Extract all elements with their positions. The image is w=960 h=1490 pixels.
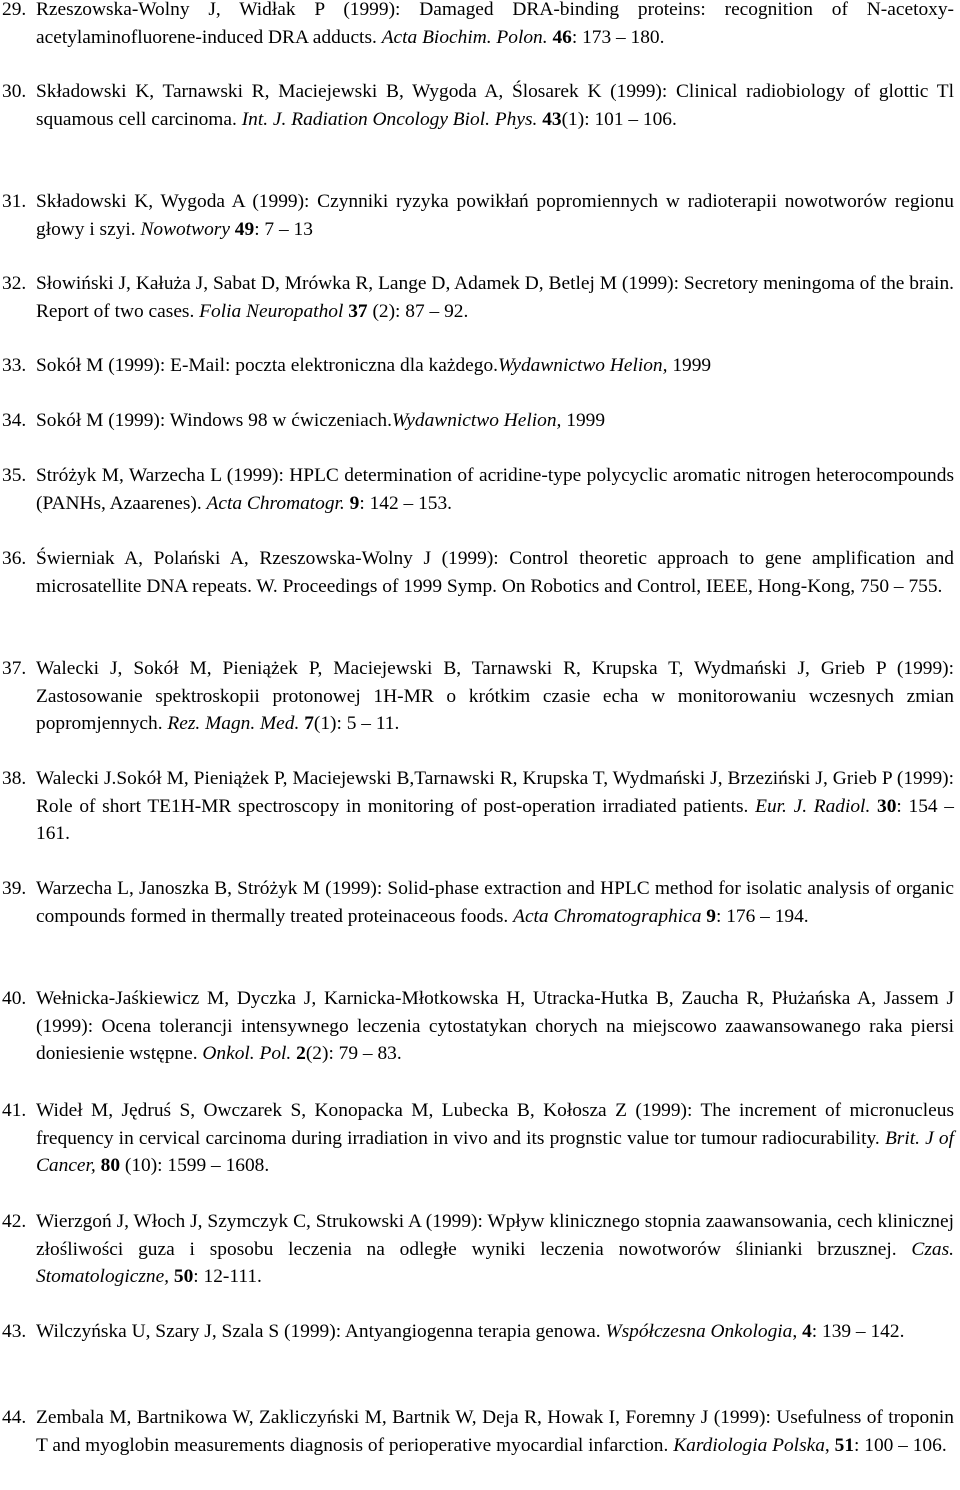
citation-text: : 154 – 161. bbox=[36, 795, 954, 844]
journal-title: Nowotwory bbox=[140, 218, 230, 240]
reference-text bbox=[36, 81, 954, 130]
volume-number: 49 bbox=[234, 218, 255, 240]
citation-text: Walecki J, Sokół M, Pieniążek P, Maciejewski B, Tarnawski R, Krupska T, Wydmański J, Grieb P (1999): Zastosowanie spektroskopii protonowej 1H-MR o krótkim czasie echa w monitorowaniu wczesnych zmian popromjennych. bbox=[36, 658, 954, 734]
reference-number: 35. bbox=[2, 465, 27, 486]
citation-text: Sokół M (1999): Windows 98 w ćwiczeniach. bbox=[36, 410, 392, 431]
volume-number: 80 bbox=[100, 1155, 121, 1176]
reference-number: 37. bbox=[2, 658, 27, 679]
reference-number: 40. bbox=[2, 988, 27, 1009]
citation-text: : 142 – 153. bbox=[359, 492, 453, 514]
reference-text bbox=[36, 1211, 954, 1287]
reference-item bbox=[0, 1404, 960, 1459]
citation-text: : 139 – 142. bbox=[811, 1321, 905, 1342]
citation-text: Wierzgoń J, Włoch J, Szymczyk C, Strukowski A (1999): Wpływ klinicznego stopnia zaawansowania, cech klinicznej złośliwości guza i sposobu leczenia na odległe wyniki leczenia nowotworów ślinianki brzusznej. bbox=[36, 1211, 954, 1260]
volume-number: 7 bbox=[304, 713, 314, 734]
volume-number: 46 bbox=[552, 26, 572, 48]
reference-item bbox=[0, 985, 960, 1068]
journal-title: Współczesna Onkologia bbox=[605, 1321, 793, 1342]
citation-text: Wełnicka-Jaśkiewicz M, Dyczka J, Karnicka-Młotkowska H, Utracka-Hutka B, Zaucha R, Płużańska A, Jassem J (1999): Ocena tolerancji intensywnego leczenia cytostatykan chorych na miejscowo zaawansowanego raka piersi doniesienie wstępne. bbox=[36, 988, 954, 1064]
journal-title: Eur. J. Radiol. bbox=[755, 795, 871, 817]
reference-item bbox=[0, 1318, 960, 1346]
journal-title: Czas. Stomatologiczne, bbox=[36, 1238, 954, 1287]
reference-item bbox=[0, 0, 960, 51]
journal-title: Acta Biochim. Polon. bbox=[381, 26, 548, 48]
reference-number: 39. bbox=[2, 878, 27, 899]
reference-number: 42. bbox=[2, 1211, 27, 1232]
citation-text: Składowski K, Wygoda A (1999): Czynniki ryzyka powikłań popromiennych w radioterapii nowotworów regionu głowy i szyi. bbox=[36, 191, 954, 240]
reference-text bbox=[36, 0, 954, 48]
volume-number: 2 bbox=[296, 1043, 306, 1064]
citation-text: Wideł M, Jędruś S, Owczarek S, Konopacka M, Lubecka B, Kołosza Z (1999): The increment of micronucleus frequency in cervical carcinoma during irradiation in vivo and its prognstic value tor tumour radiocurability. bbox=[36, 1100, 954, 1149]
reference-item bbox=[0, 545, 960, 600]
citation-text: (1): 5 – 11. bbox=[313, 713, 400, 734]
reference-text bbox=[36, 768, 954, 844]
reference-text bbox=[36, 1407, 954, 1456]
volume-number: 9 bbox=[349, 492, 360, 514]
citation-text: Zembala M, Bartnikowa W, Zakliczyński M, Bartnik W, Deja R, Howak I, Foremny J (1999): Usefulness of troponin T and myoglobin measurements diagnosis of perioperative myocardial infarction. bbox=[36, 1407, 954, 1456]
reference-item bbox=[0, 462, 960, 517]
reference-text bbox=[36, 355, 711, 376]
citation-text: , bbox=[824, 1434, 835, 1456]
reference-number: 38. bbox=[2, 768, 27, 789]
volume-number: 43 bbox=[542, 108, 562, 130]
citation-text: 1999 bbox=[667, 355, 712, 376]
reference-item bbox=[0, 78, 960, 133]
reference-number: 44. bbox=[2, 1407, 27, 1428]
reference-item bbox=[0, 270, 960, 325]
citation-text: (10): 1599 – 1608. bbox=[120, 1155, 270, 1176]
citation-text: Świerniak A, Polański A, Rzeszowska-Wolny J (1999): Control theoretic approach to gene amplification and microsatellite DNA repeats. W. Proceedings of 1999 Symp. On Robotics and Control, IEEE, Hong-Kong, 750 – 755. bbox=[36, 548, 954, 597]
volume-number: 4 bbox=[802, 1321, 812, 1342]
volume-number: 37 bbox=[348, 300, 368, 322]
citation-text bbox=[870, 796, 877, 817]
citation-text: Walecki J.Sokół M, Pieniążek P, Maciejewski B,Tarnawski R, Krupska T, Wydmański J, Brzeziński J, Grieb P (1999): Role of short TE1H-MR spectroscopy in monitoring of post-operation irradiated patients. bbox=[36, 768, 954, 817]
citation-text: Wilczyńska U, Szary J, Szala S (1999): Antyangiogenna terapia genowa. bbox=[36, 1321, 606, 1342]
reference-number: 34. bbox=[2, 410, 27, 431]
citation-text: : 100 – 106. bbox=[854, 1434, 947, 1456]
reference-item bbox=[0, 352, 960, 380]
journal-title: Brit. J of Cancer, bbox=[36, 1127, 954, 1176]
volume-number: 9 bbox=[706, 905, 716, 927]
volume-number: 30 bbox=[877, 795, 897, 817]
reference-text bbox=[36, 1321, 904, 1342]
reference-number: 41. bbox=[2, 1100, 27, 1121]
journal-title: Folia Neuropathol bbox=[199, 300, 344, 322]
reference-item bbox=[0, 407, 960, 435]
reference-number: 32. bbox=[2, 273, 27, 294]
citation-text: : 12-111. bbox=[193, 1266, 262, 1287]
journal-title: Rez. Magn. Med. bbox=[167, 713, 300, 734]
volume-number: 51 bbox=[834, 1434, 855, 1456]
reference-item bbox=[0, 655, 960, 738]
reference-item bbox=[0, 765, 960, 848]
journal-title: Wydawnictwo Helion, bbox=[498, 355, 668, 376]
citation-text: Słowiński J, Kałuża J, Sabat D, Mrówka R, Lange D, Adamek D, Betlej M (1999): Secretory meningoma of the brain. Report of two cases. bbox=[36, 273, 954, 322]
reference-number: 31. bbox=[2, 191, 27, 212]
citation-text: (1): 101 – 106. bbox=[561, 108, 677, 130]
reference-item bbox=[0, 875, 960, 930]
citation-text: : 176 – 194. bbox=[716, 905, 809, 927]
reference-text bbox=[36, 658, 954, 734]
citation-text: Warzecha L, Janoszka B, Stróżyk M (1999): Solid-phase extraction and HPLC method for isolatic analysis of organic compounds formed in thermally treated proteinaceous foods. bbox=[36, 878, 954, 927]
reference-number: 33. bbox=[2, 355, 27, 376]
citation-text: Stróżyk M, Warzecha L (1999): HPLC determination of acridine-type polycyclic aromatic nitrogen heterocompounds (PANHs, Azaarenes). bbox=[36, 465, 954, 514]
citation-text: Rzeszowska-Wolny J, Widłak P (1999): Damaged DRA-binding proteins: recognition of N-acetoxy-acetylaminofluorene-induced DRA adducts. bbox=[36, 0, 954, 48]
reference-text bbox=[36, 191, 954, 240]
citation-text: : 7 – 13 bbox=[254, 218, 313, 240]
citation-text: (2): 79 – 83. bbox=[305, 1043, 402, 1064]
reference-item bbox=[0, 1097, 960, 1180]
reference-number: 36. bbox=[2, 548, 27, 569]
journal-title: Onkol. Pol. bbox=[202, 1043, 292, 1064]
reference-text bbox=[36, 410, 605, 431]
journal-title: Acta Chromatogr. bbox=[206, 492, 345, 514]
journal-title: Int. J. Radiation Oncology Biol. Phys. bbox=[241, 108, 538, 130]
reference-item bbox=[0, 1208, 960, 1291]
reference-text bbox=[36, 1100, 954, 1176]
reference-item bbox=[0, 188, 960, 243]
reference-number: 30. bbox=[2, 81, 27, 102]
citation-text: Składowski K, Tarnawski R, Maciejewski B, Wygoda A, Ślosarek K (1999): Clinical radiobiology of glottic Tl squamous cell carcinoma. bbox=[36, 81, 954, 130]
journal-title: Kardiologia Polska bbox=[673, 1434, 825, 1456]
citation-text: : 173 – 180. bbox=[571, 26, 665, 48]
journal-title: Wydawnictwo Helion, bbox=[391, 410, 562, 431]
reference-text bbox=[36, 988, 954, 1064]
reference-text bbox=[36, 878, 954, 927]
volume-number: 50 bbox=[173, 1266, 194, 1287]
reference-text bbox=[36, 465, 954, 514]
reference-text bbox=[36, 548, 954, 597]
journal-title: Acta Chromatographica bbox=[513, 905, 702, 927]
citation-text: , bbox=[792, 1321, 803, 1342]
citation-text: 1999 bbox=[561, 410, 606, 431]
citation-text: Sokół M (1999): E-Mail: poczta elektroniczna dla każdego. bbox=[36, 355, 498, 376]
reference-number: 43. bbox=[2, 1321, 27, 1342]
reference-number: 29. bbox=[2, 0, 27, 20]
reference-text bbox=[36, 273, 954, 322]
citation-text: (2): 87 – 92. bbox=[367, 300, 469, 322]
